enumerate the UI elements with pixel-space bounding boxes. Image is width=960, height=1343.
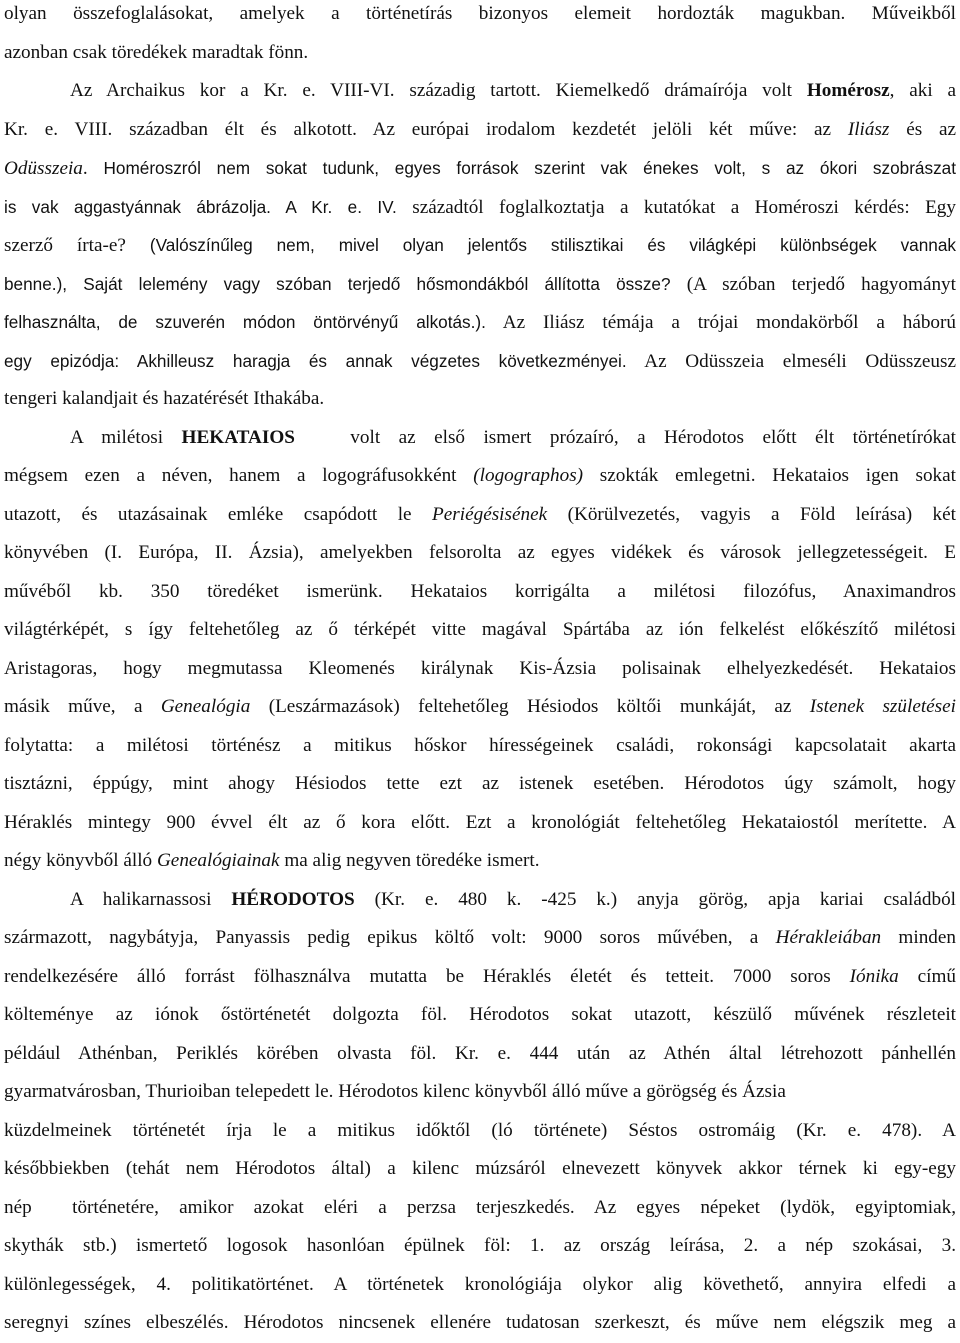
text-run: szerző írta-e? [4,235,150,256]
text-line-l21 [4,765,956,804]
bold-name: HÉRODOTOS [231,888,355,910]
text-line-l03 [4,72,956,111]
italic-title: Iliász [847,118,890,140]
text-line-l08 [4,265,956,304]
document-page [4,0,956,1343]
text-line-l19 [4,688,956,727]
text-run: A halikarnassosi [70,888,232,910]
italic-title: Iónika [849,965,899,987]
text-run: A milétosi [70,426,182,448]
text-run: tisztázni, éppúgy, mint ahogy Hésiodos tette ezt az istenek esetében. Hérodotos úgy számolt, hogy [4,773,956,794]
italic-title: Odüsszeia [4,158,83,179]
text-line-l17 [4,611,956,650]
text-run: származott, nagybátyja, Panyassis pedig epikus költő volt: 9000 soros művében, a [4,927,776,948]
text-line-l14 [4,496,956,535]
text-run: gyarmatvárosban, Thurioiban telepedett le. Hérodotos kilenc könyvből álló műve a görögség és Ázsia [4,1081,786,1102]
text-line-l15 [4,534,956,573]
text-line-l30 [4,1112,956,1151]
text-run: művéből kb. 350 töredéket ismerünk. Hekataios korrigálta a milétosi filozófus, Anaximandros [4,580,956,602]
text-run: későbbiekben (tehát nem Hérodotos által) a kilenc múzsáról elnevezett könyvek akkor térnek ki egy-egy [4,1158,956,1179]
text-line-l09 [4,303,956,342]
italic-title: (logographos) [473,465,584,486]
text-run: (Körülvezetés, vagyis a Föld leírása) két [547,503,956,525]
text-run: volt az első ismert prózaíró, a Hérodotos előtt élt történetírókat [294,426,956,448]
text-run: folytatta: a milétosi történész a mitikus hőskor hírességeinek családi, rokonsági kapcsolatait akarta [4,734,956,756]
italic-title: Genealógia [160,696,251,717]
text-line-l25 [4,919,956,958]
text-line-l28 [4,1035,956,1074]
text-run: könyvében (I. Európa, II. Ázsia), amelyekben felsorolta az egyes vidékek és városok jellegzetességeit. E [4,542,956,563]
text-line-l32 [4,1189,956,1228]
text-line-l01 [4,0,956,34]
text-run: Az Iliász témája a trójai mondakörből a háború [485,312,956,333]
text-run: című [898,965,956,987]
text-run: (Leszármazások) feltehetőleg Hésiodos költői munkáját, az [250,696,810,717]
text-run: szokták emlegetni. Hekataios igen sokat [583,465,956,486]
text-line-l26 [4,958,956,997]
text-run: Az Archaikus kor a Kr. e. VIII-VI. századig tartott. Kiemelkedő drámaírója volt [70,80,807,101]
text-run: seregnyi színes elbeszélés. Hérodotos nincsenek ellenére tudatosan szerkeszt, és műve nem elégszik meg a [4,1312,956,1333]
text-line-l06 [4,188,956,227]
text-run: Homéroszról nem sokat tudunk, egyes források szerint vak énekes volt, s az ókori szobrászat [103,158,956,178]
text-line-l24 [4,881,956,920]
text-line-l05 [4,149,956,188]
text-run: skythák stb.) ismertető logosok hasonlóan épülnek föl: 1. az ország leírása, 2. a nép szokásai, 3. [4,1235,956,1256]
text-line-l18 [4,650,956,689]
text-line-l04 [4,111,956,150]
text-line-l07 [4,226,956,265]
text-line-l02 [4,34,956,73]
bold-name: Homérosz [806,80,890,101]
text-run: különlegességek, 4. politikatörténet. A történetek kronológiája olykor alig követhető, annyira elfedi a [4,1273,956,1295]
text-run: olyan összefoglalásokat, amelyek a történetírás bizonyos elemeit hordozták magukban. Műveikből [4,3,956,24]
text-run: (A szóban terjedő hagyományt [670,273,956,295]
text-run: (Kr. e. 480 k. -425 k.) anyja görög, apja kariai családból [354,888,956,910]
text-run: tengeri kalandjait és hazatérését Ithakába. [4,388,325,409]
text-run: nép történetére, amikor azokat eléri a perzsa terjeszkedés. Az egyes népeket (lydök, egyiptomiak, [4,1196,956,1218]
text-line-l22 [4,804,956,843]
text-run: egy epizódja: Akhilleusz haragja és annak végzetes következményei. [4,350,627,371]
text-run: küzdelmeinek történetét írja le a mitikus időktől (ló története) Séstos ostromáig (Kr. e. 478). A [4,1119,956,1141]
text-run: másik műve, a [4,696,161,717]
text-run: (Valószínűleg nem, mivel olyan jelentős stilisztikai és világképi különbségek vannak [149,235,956,255]
text-line-l10 [4,342,956,381]
text-line-l35 [4,1304,956,1343]
bold-name: HEKATAIOS [181,426,295,448]
text-run: minden [881,927,956,948]
text-run: például Athénban, Periklés körében olvasta föl. Kr. e. 444 után az Athén által létrehozott pánhellén [4,1042,956,1064]
text-line-l29 [4,1073,956,1112]
text-line-l31 [4,1150,956,1189]
text-run: négy könyvből álló [4,850,157,871]
text-line-l34 [4,1266,956,1305]
text-run: és az [889,118,956,140]
italic-title: Istenek születései [809,696,956,717]
text-run: Héraklés mintegy 900 évvel élt az ő kora előtt. Ezt a kronológiát feltehetőleg Hekataiostól merítette. A [4,811,956,833]
text-run: ma alig negyven töredéke ismert. [279,850,540,871]
text-line-l20 [4,727,956,766]
text-run: benne.), Saját lelemény vagy szóban terjedő hősmondákból állította össze? [4,273,671,294]
text-run: is vak aggastyánnak ábrázolja. A Kr. e. IV. [4,196,397,217]
text-run: azonban csak töredékek maradtak fönn. [4,41,309,63]
text-run: rendelkezésére álló forrást fölhasználva mutatta be Héraklés életét és tetteit. 7000 soros [4,965,850,987]
italic-title: Genealógiainak [156,850,280,871]
text-run: világtérképét, s így feltehetőleg az ő térképét vitte magával Spártába az ión felkelést előkészítő milétosi [4,619,956,640]
text-run: Aristagoras, hogy megmutassa Kleomenés királynak Kis-Ázsia polisainak elhelyezkedését. Hekataios [4,657,956,679]
text-run: századtól foglalkoztatja a kutatókat a Homéroszi kérdés: Egy [396,196,956,218]
text-line-l16 [4,573,956,612]
text-line-l13 [4,457,956,496]
text-run: . [82,158,104,179]
text-run: felhasználta, de szuverén módon öntörvényű alkotás.). [4,312,486,332]
text-run: mégsem ezen a néven, hanem a logográfusokként [4,465,474,486]
text-line-l23 [4,842,956,881]
text-run: Kr. e. VIII. században élt és alkotott. Az európai irodalom kezdetét jelöli két műve: az [4,118,848,140]
text-line-l11 [4,380,956,419]
text-run: Az Odüsszeia elmeséli Odüsszeusz [626,350,956,372]
text-line-l12 [4,419,956,458]
text-run: , aki a [889,80,956,101]
italic-title: Hérakleiában [775,927,882,948]
text-run: utazott, és utazásainak emléke csapódott le [4,503,433,525]
text-line-l27 [4,996,956,1035]
text-run: költeménye az iónok őstörténetét dolgozta föl. Hérodotos sokat utazott, készülő művének részleteit [4,1004,956,1025]
text-line-l33 [4,1227,956,1266]
italic-title: Periégésisének [432,503,548,525]
